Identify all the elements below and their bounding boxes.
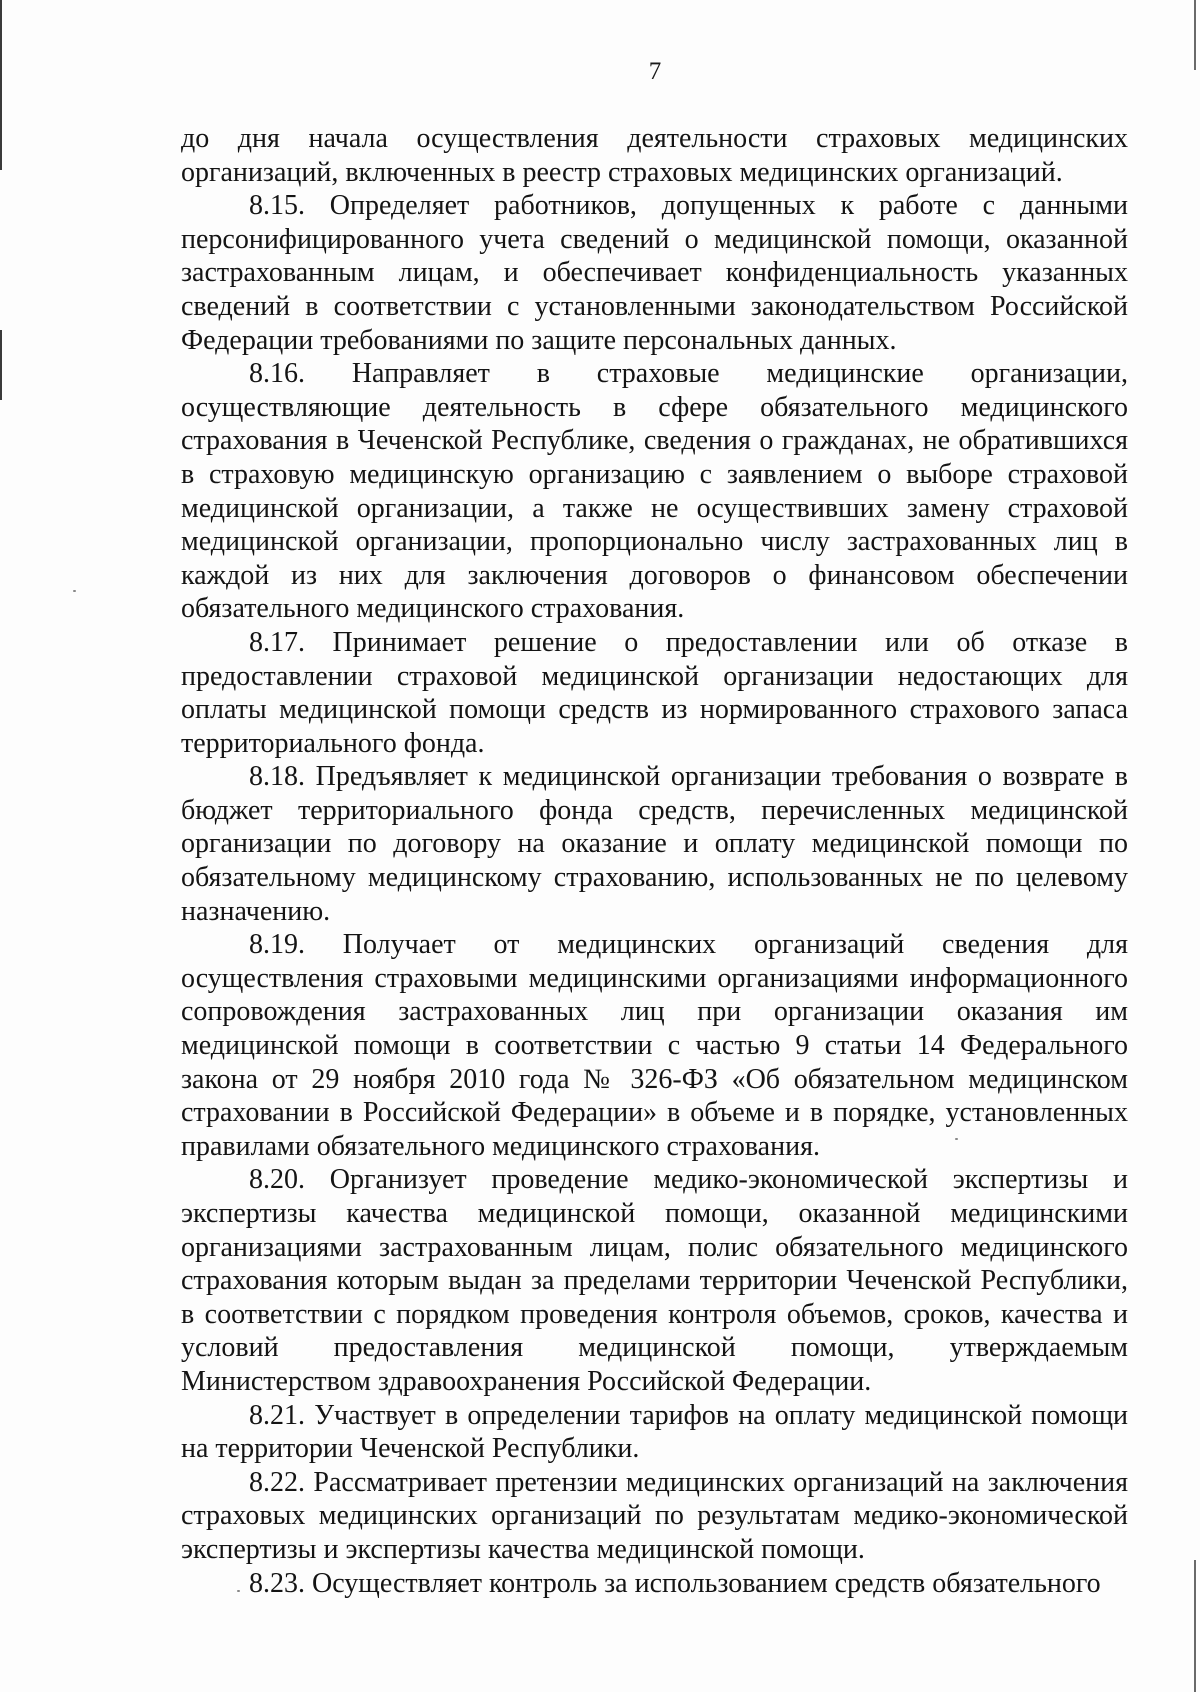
paragraph-8-17: 8.17. Принимает решение о предоставлении или об отказе в предоставлении страховой медицинской организации недостающих для оплаты медицинской помощи средств из нормированного страхового запаса территориального фонда. bbox=[181, 626, 1128, 759]
paragraph-8-23: 8.23. Осуществляет контроль за использованием средств обязательного bbox=[249, 1567, 1101, 1599]
scan-edge-right bbox=[1194, 1560, 1196, 1692]
paragraph-8-21: 8.21. Участвует в определении тарифов на оплату медицинской помощи на территории Чеченской Республики. bbox=[181, 1399, 1128, 1465]
paragraph-8-16: 8.16. Направляет в страховые медицинские организации, осуществляющие деятельность в сфере обязательного медицинского страхования в Чеченской Республике, сведения о гражданах, не обратившихся в страховую медицинскую организацию с заявлением о выборе страховой медицинской организации, а также не осуществивших замену страховой медицинской организации, пропорционально числу застрахованных лиц в каждой из них для заключения договоров о финансовом обеспечении обязательного медицинского страхования. bbox=[181, 358, 1128, 625]
paragraph-8-22: 8.22. Рассматривает претензии медицинских организаций на заключения страховых медицинских организаций по результатам медико-экономической экспертизы и экспертизы качества медицинской помощи. bbox=[181, 1466, 1128, 1565]
paragraph-8-15: 8.15. Определяет работников, допущенных к работе с данными персонифицированного учета сведений о медицинской помощи, оказанной застрахованным лицам, и обеспечивает конфиденциальность указанных сведений в соответствии с установленными законодательством Российской Федерации требованиями по защите персональных данных. bbox=[181, 190, 1128, 356]
scan-edge-left bbox=[0, 330, 2, 400]
paragraph-8-20: 8.20. Организует проведение медико-экономической экспертизы и экспертизы качества медицинской помощи, оказанной медицинскими организациями застрахованным лицам, полис обязательного медицинского страхования которым выдан за пределами территории Чеченской Республики, в соответствии с порядком проведения контроля объемов, сроков, качества и условий предоставления медицинской помощи, утверждаемым Министерством здравоохранения Российской Федерации. bbox=[181, 1164, 1128, 1397]
paragraph-8-19: 8.19. Получает от медицинских организаций сведения для осуществления страховыми медицинскими организациями информационного сопровождения застрахованных лиц при организации оказания им медицинской помощи в соответствии с частью 9 статьи 14 Федерального закона от 29 ноября 2010 года № 326-ФЗ «Об обязательном медицинском страховании в Российской Федерации» в объеме и в порядке, установленных правилами обязательного медицинского страхования. bbox=[181, 929, 1128, 1162]
scan-speck bbox=[73, 590, 76, 592]
document-body bbox=[181, 122, 1128, 1600]
page-number: 7 bbox=[648, 58, 662, 85]
paragraph-continuation: до дня начала осуществления деятельности страховых медицинских организаций, включенных в реестр страховых медицинских организаций. bbox=[181, 123, 1128, 188]
paragraph-8-18: 8.18. Предъявляет к медицинской организации требования о возврате в бюджет территориального фонда средств, перечисленных медицинской организации по договору на оказание и оплату медицинской помощи по обязательному медицинскому страхованию, использованных не по целевому назначению. bbox=[181, 761, 1128, 927]
